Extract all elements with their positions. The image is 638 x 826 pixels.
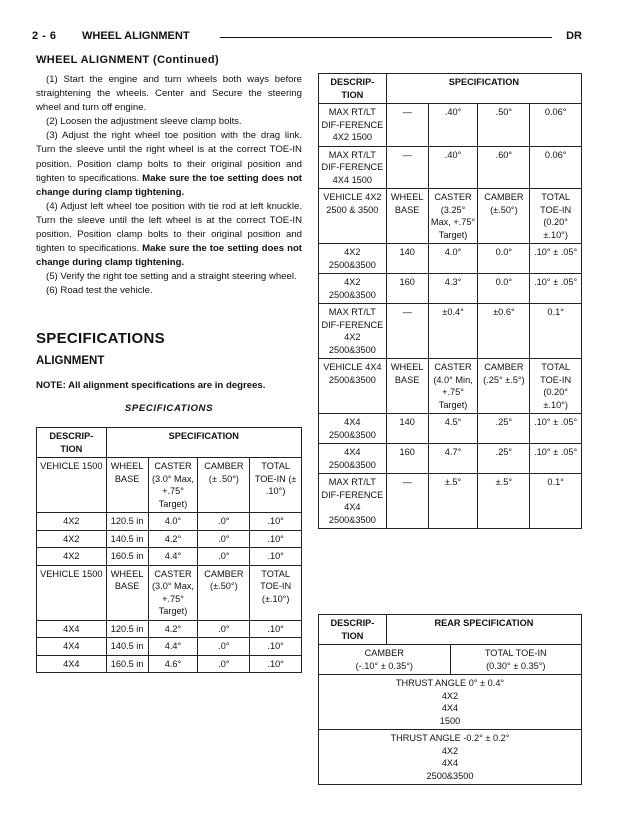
model-code: DR [566,30,582,42]
table-row [319,274,582,304]
table-cell: — [386,146,428,189]
step-4: (4) Adjust left wheel toe position with tie rod at left knuckle. Turn the sleeve until the left wheel is at the correct TOE-IN position. Position clamp bolts to their original position and tighten to specifications. Make sure the toe setting does not change during clamp tightening. [36,200,302,269]
table-cell: 4.5° [428,414,478,444]
table-cell: 4X2 [37,513,107,531]
table-cell: .40° [428,104,478,147]
table-cell: TOTAL TOE-IN (±.10°) [250,565,302,620]
table-cell: — [386,304,428,359]
table-cell: 4.0° [428,244,478,274]
group-head-row [37,458,302,513]
table-cell: 4X2 2500&3500 [319,274,387,304]
table-cell: .10° [250,638,302,656]
table-row [319,414,582,444]
page-header [32,30,584,48]
table-cell: VEHICLE 4X4 2500&3500 [319,359,387,414]
table-cell: TOTAL TOE-IN (0.20° ±.10°) [530,189,582,244]
table-cell: 4X4 2500&3500 [319,444,387,474]
table-cell: .25° [478,414,530,444]
step-5: (5) Verify the right toe setting and a straight steering wheel. [46,271,297,283]
rear-spec-table [318,614,582,785]
table-header-row [37,428,302,458]
table-cell: ±0.6° [478,304,530,359]
table-row [319,645,582,675]
table-cell: 120.5 in [106,620,148,638]
table-cell: VEHICLE 1500 [37,565,107,620]
table-cell: 4X4 [37,638,107,656]
thrust-line: 4X4 [441,758,459,768]
table-cell: .25° [478,444,530,474]
table-cell: CASTER (3.0° Max, +.75° Target) [148,565,198,620]
table-cell: CAMBER (±.50°) [198,565,250,620]
step-2: (2) Loosen the adjustment sleeve clamp bolts. [46,116,242,128]
thrust-angle-cell-1 [319,675,582,730]
step-6: (6) Road test the vehicle. [46,285,153,297]
table-cell: .0° [198,530,250,548]
table-cell: CAMBER (± .50°) [198,458,250,513]
table-cell: MAX RT/LT DIF-FERENCE 4X2 2500&3500 [319,304,387,359]
table-cell: .10° ± .05° [530,414,582,444]
table-cell: 140 [386,414,428,444]
degrees-note: NOTE: All alignment specifications are in degrees. [36,380,266,391]
table-cell: .10° ± .05° [530,274,582,304]
table-cell: 4X2 [37,530,107,548]
table-cell: TOTAL TOE-IN (± .10°) [250,458,302,513]
table-cell: CAMBER (±.50°) [478,189,530,244]
table-cell: .0° [198,513,250,531]
table-row [37,620,302,638]
group-head-row [319,359,582,414]
thrust-angle-cell-2 [319,730,582,785]
table-cell: 140.5 in [106,530,148,548]
table-cell: CAMBER (.25° ±.5°) [478,359,530,414]
rear-camber-label: CAMBER [364,648,404,658]
rear-toe-value: (0.30° ± 0.35°) [486,660,546,671]
table-cell: 160 [386,274,428,304]
table-row [319,244,582,274]
table-cell: 4X4 [37,620,107,638]
table-cell: VEHICLE 4X2 2500 & 3500 [319,189,387,244]
table-cell: CASTER (4.0° Min, +.75° Target) [428,359,478,414]
table-row [37,513,302,531]
table-cell: 4.4° [148,548,198,566]
table-cell: — [386,474,428,529]
table-cell: 160.5 in [106,655,148,673]
table-cell: .10° [250,513,302,531]
table-cell: 4X4 [37,655,107,673]
thrust-line: 4X4 [441,703,459,713]
thrust-line: 4X2 [441,690,459,701]
table-cell: 4.3° [428,274,478,304]
page-number: 2 - 6 [32,30,57,42]
table-cell: .10° ± .05° [530,244,582,274]
table-cell: .0° [198,620,250,638]
group-head-row [37,565,302,620]
table-row [319,146,582,189]
table-cell: .10° ± .05° [530,444,582,474]
table-cell: 4.7° [428,444,478,474]
table-header-row [319,615,582,645]
table-row [37,548,302,566]
table-cell: 4X2 [37,548,107,566]
step-3: (3) Adjust the right wheel toe position with the drag link. Turn the sleeve until the right wheel is at the correct TOE-IN position. Position clamp bolts to their original position and tighten to specifications. Make sure the toe setting does not change during clamp tightening. [36,130,302,198]
table-cell: WHEEL BASE [106,458,148,513]
table-cell: 0.0° [478,244,530,274]
procedure-steps [36,73,302,299]
table-row [37,655,302,673]
table-cell: CASTER (3.0° Max, +.75° Target) [148,458,198,513]
table-cell: WHEEL BASE [386,359,428,414]
description-header: DESCRIP-TION [319,74,387,104]
table-cell: 0.06° [530,146,582,189]
description-header: DESCRIP-TION [319,615,387,645]
table-cell: .0° [198,655,250,673]
table-row [319,104,582,147]
thrust-line: 4X2 [441,745,459,756]
table-cell: WHEEL BASE [106,565,148,620]
table-cell: WHEEL BASE [386,189,428,244]
table-row [319,444,582,474]
step-1: (1) Start the engine and turn wheels both ways before straightening the wheels. Center and Secure the steering wheel and turn off engine. [36,74,302,114]
rear-toe-cell [450,645,581,675]
alignment-heading: ALIGNMENT [36,355,105,367]
table-row [319,730,582,785]
table-title: SPECIFICATIONS [124,403,214,414]
thrust-line: 1500 [439,715,461,726]
specifications-heading: SPECIFICATIONS [36,330,165,347]
table-cell: .60° [478,146,530,189]
table-cell: MAX RT/LT DIF-FERENCE 4X4 2500&3500 [319,474,387,529]
table-cell: VEHICLE 1500 [37,458,107,513]
left-spec-table [36,427,302,673]
rear-camber-value: (-.10° ± 0.35°) [355,660,413,671]
specification-header: SPECIFICATION [106,428,301,458]
table-cell: CASTER (3.25° Max, +.75° Target) [428,189,478,244]
table-header-row [319,74,582,104]
table-cell: 0.06° [530,104,582,147]
table-row [319,304,582,359]
section-title: WHEEL ALIGNMENT [82,30,190,42]
thrust-angle-title: THRUST ANGLE 0° ± 0.4° [395,678,505,688]
table-cell: 0.1° [530,474,582,529]
table-cell: 4.2° [148,530,198,548]
table-cell: .40° [428,146,478,189]
thrust-line: 2500&3500 [426,770,474,781]
table-cell: .10° [250,620,302,638]
table-cell: .0° [198,548,250,566]
table-cell: ±.5° [428,474,478,529]
table-cell: 0.0° [478,274,530,304]
table-cell: ±.5° [478,474,530,529]
table-cell: 160.5 in [106,548,148,566]
table-cell: 0.1° [530,304,582,359]
table-cell: 140.5 in [106,638,148,656]
description-header: DESCRIP-TION [37,428,107,458]
table-row [319,675,582,730]
table-cell: 4X2 2500&3500 [319,244,387,274]
table-cell: — [386,104,428,147]
table-cell: 4.2° [148,620,198,638]
table-cell: .50° [478,104,530,147]
rear-toe-label: TOTAL TOE-IN [484,648,547,658]
table-cell: 4.6° [148,655,198,673]
table-cell: TOTAL TOE-IN (0.20° ±.10°) [530,359,582,414]
rear-camber-cell [319,645,451,675]
right-spec-table [318,73,582,529]
continued-heading: WHEEL ALIGNMENT (Continued) [36,54,220,66]
table-cell: 120.5 in [106,513,148,531]
table-cell: .10° [250,655,302,673]
table-cell: 160 [386,444,428,474]
table-cell: 140 [386,244,428,274]
table-cell: ±0.4° [428,304,478,359]
table-cell: .0° [198,638,250,656]
table-row [37,638,302,656]
table-cell: 4.4° [148,638,198,656]
table-cell: MAX RT/LT DIF-FERENCE 4X2 1500 [319,104,387,147]
table-cell: .10° [250,548,302,566]
header-rule [220,37,552,38]
table-cell: 4.0° [148,513,198,531]
thrust-angle-title: THRUST ANGLE -0.2° ± 0.2° [390,733,510,743]
table-row [37,530,302,548]
table-cell: .10° [250,530,302,548]
group-head-row [319,189,582,244]
table-cell: MAX RT/LT DIF-FERENCE 4X4 1500 [319,146,387,189]
table-cell: 4X4 2500&3500 [319,414,387,444]
table-row [319,474,582,529]
specification-header: SPECIFICATION [386,74,581,104]
rear-specification-header: REAR SPECIFICATION [386,615,581,645]
